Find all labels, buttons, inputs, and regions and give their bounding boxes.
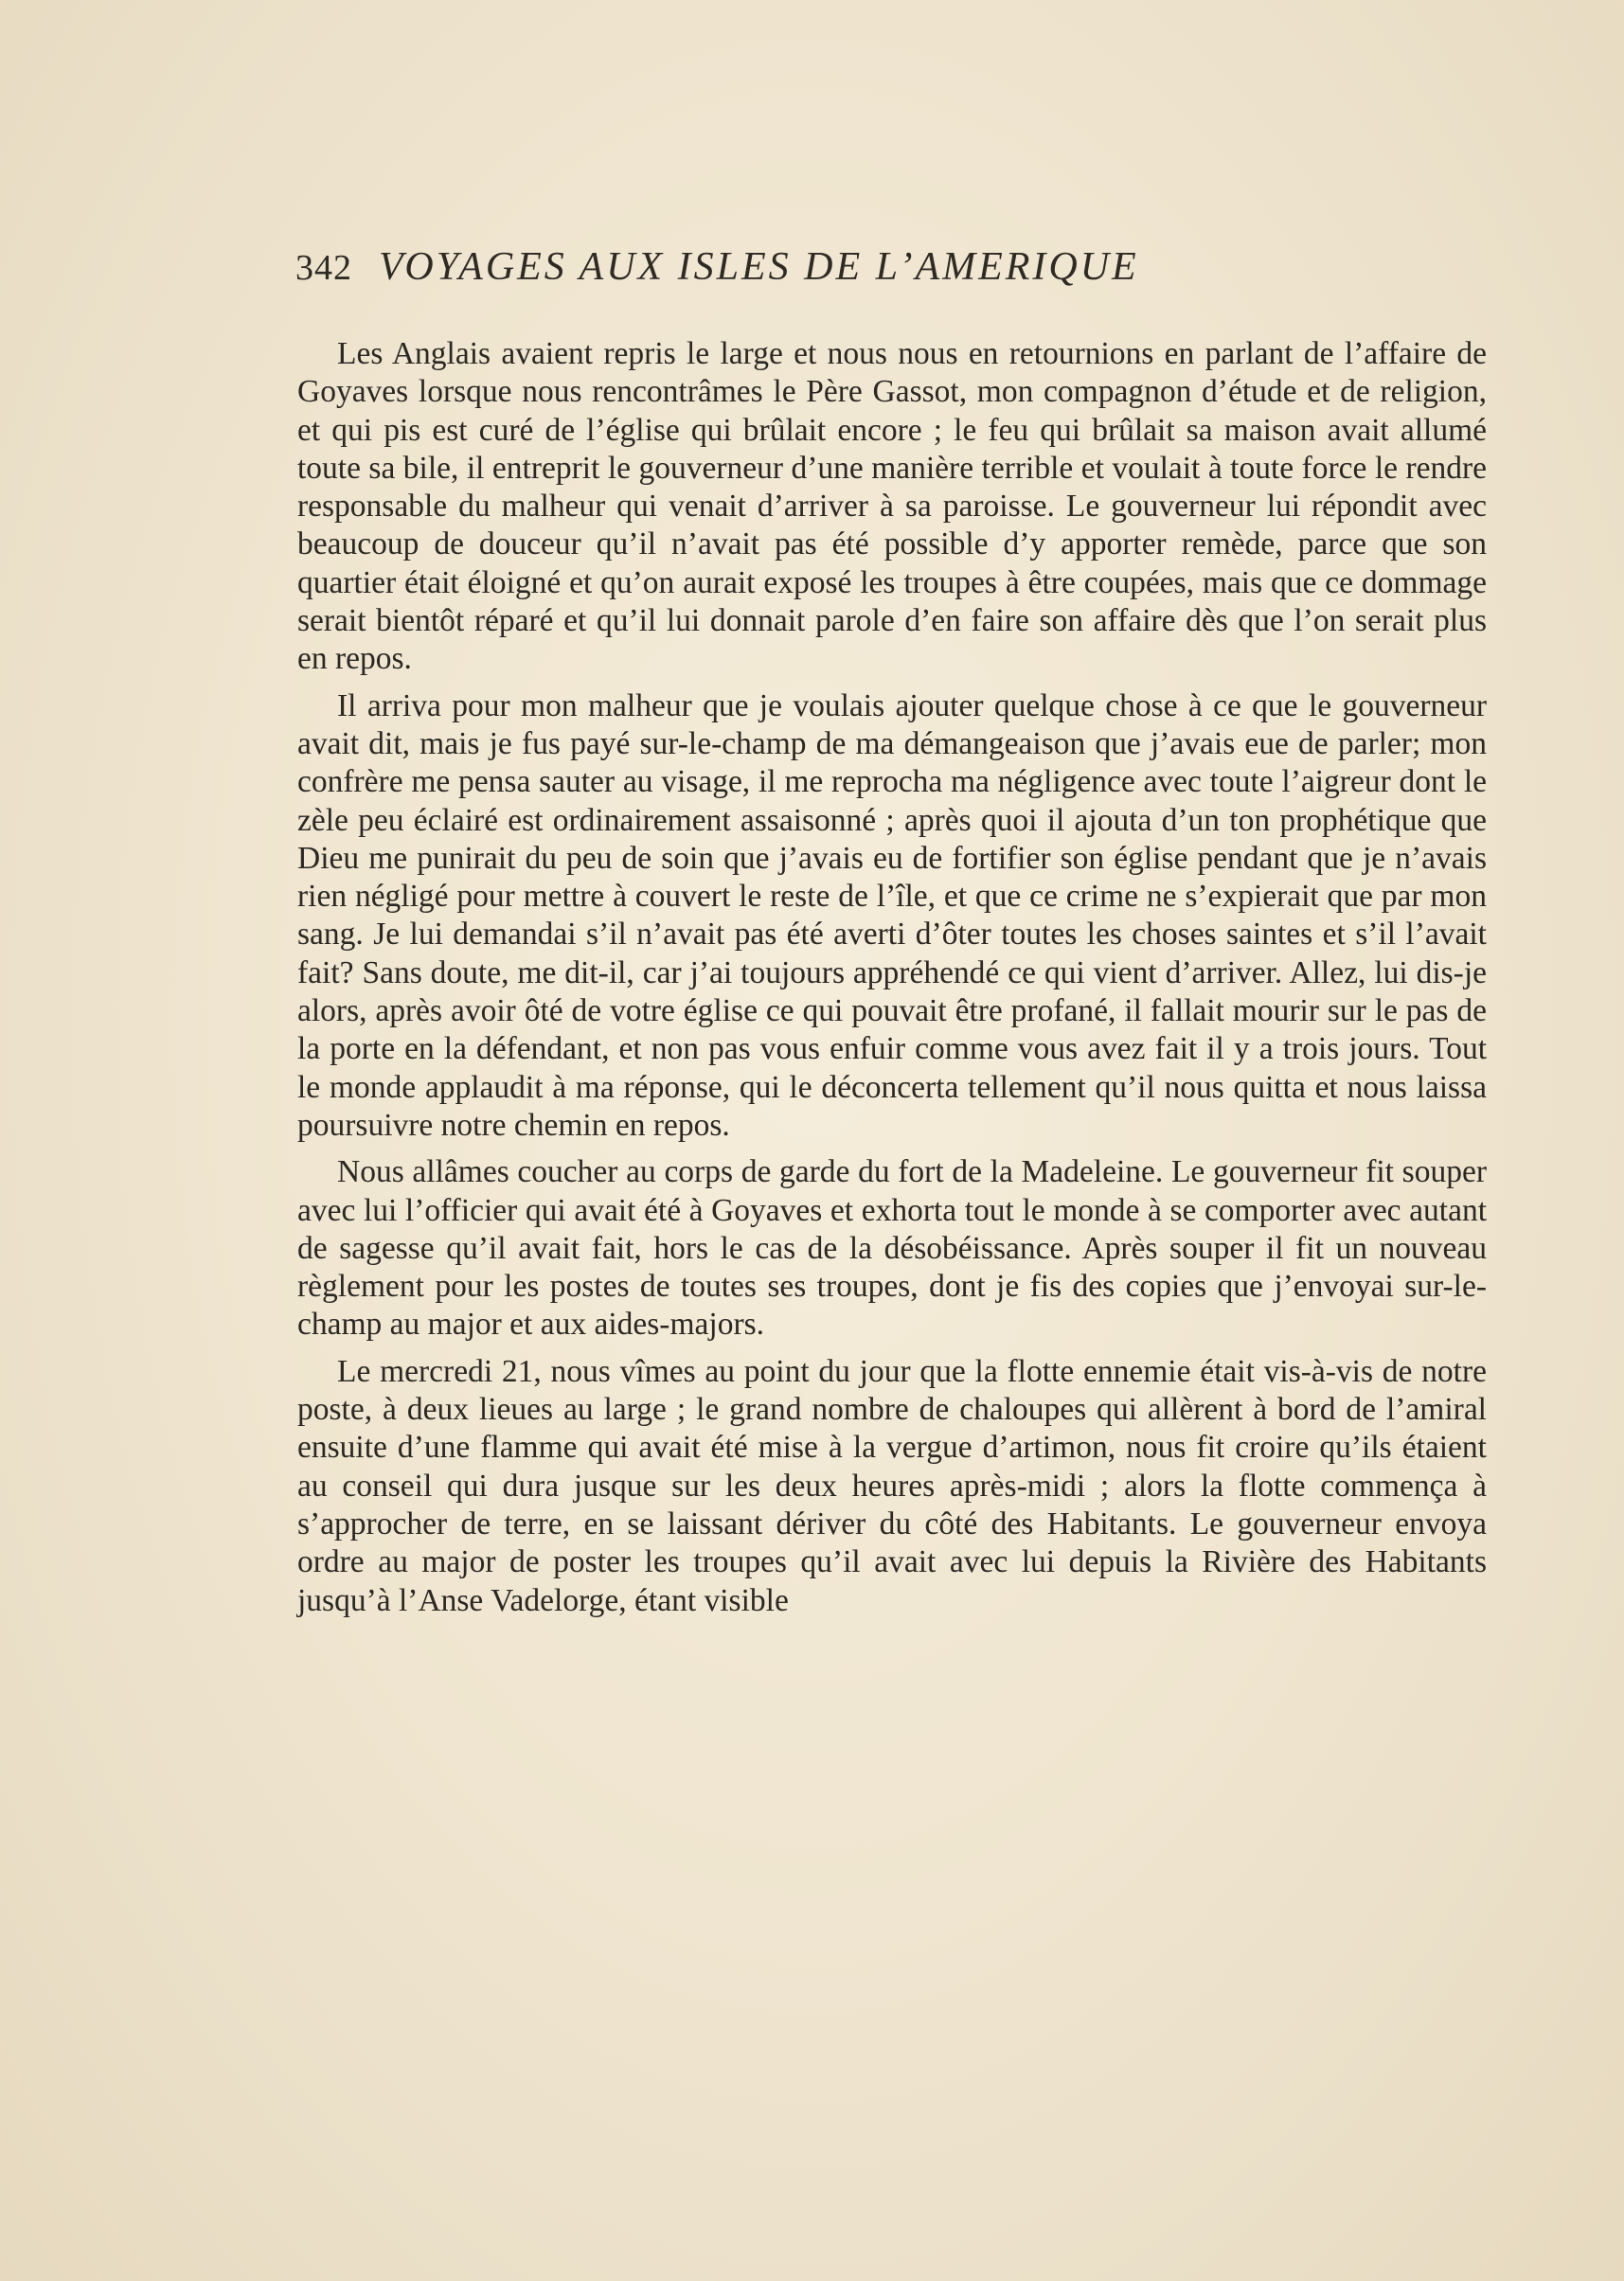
paragraph: Il arriva pour mon malheur que je voulais ajouter quelque chose à ce que le gouverneur avait dit, mais je fus payé sur-le-champ de ma démangeaison que j’avais eue de parler; mon confrère me pensa sauter au visage, il me reprocha ma négligence avec toute l’aigreur dont le zèle peu éclairé est ordinairement assaisonné ; après quoi il ajouta d’un ton prophétique que Dieu me punirait du peu de soin que j’avais eu de fortifier son église pendant que je n’avais rien négligé pour mettre à couvert le reste de l’île, et que ce crime ne s’expierait que par mon sang. Je lui demandai s’il n’avait pas été averti d’ôter toutes les choses saintes et s’il l’avait fait? Sans doute, me dit-il, car j’ai toujours appréhendé ce qui vient d’arriver. Allez, lui dis-je alors, après avoir ôté de votre église ce qui pouvait être profané, il fallait mourir sur le pas de la porte en la défendant, et non pas vous enfuir comme vous avez fait il y a trois jours. Tout le monde applaudit à ma réponse, qui le déconcerta tellement qu’il nous quitta et nous laissa poursuivre notre chemin en repos. bbox=[297, 687, 1487, 1143]
page-number: 342 bbox=[295, 248, 352, 288]
book-title: VOYAGES AUX ISLES DE L’AMERIQUE bbox=[379, 245, 1139, 289]
paragraph: Le mercredi 21, nous vîmes au point du jour que la flotte ennemie était vis-à-vis de notre poste, à deux lieues au large ; le grand nombre de chaloupes qui allèrent à bord de l’amiral ensuite d’une flamme qui avait été mise à la vergue d’artimon, nous fit croire qu’ils étaient au conseil qui dura jusque sur les deux heures après-midi ; alors la flotte commença à s’approcher de terre, en se laissant dériver du côté des Habitants. Le gouverneur envoya ordre au major de poster les troupes qu’il avait avec lui depuis la Rivière des Habitants jusqu’à l’Anse Vadelorge, étant visible bbox=[297, 1353, 1487, 1618]
running-head bbox=[295, 244, 1394, 301]
paragraph: Nous allâmes coucher au corps de garde du fort de la Madeleine. Le gouverneur fit souper avec lui l’officier qui avait été à Goyaves et exhorta tout le monde à se comporter avec autant de sagesse qu’il avait fait, hors le cas de la désobéissance. Après souper il fit un nouveau règlement pour les postes de toutes ses troupes, dont je fis des copies que j’envoyai sur-le-champ au major et aux aides-majors. bbox=[297, 1154, 1487, 1343]
paragraph: Les Anglais avaient repris le large et nous nous en retournions en parlant de l’affaire de Goyaves lorsque nous rencontrâmes le Père Gassot, mon compagnon d’étude et de religion, et qui pis est curé de l’église qui brûlait encore ; le feu qui brûlait sa maison avait allumé toute sa bile, il entreprit le gouverneur d’une manière terrible et voulait à toute force le rendre responsable du malheur qui venait d’arriver à sa paroisse. Le gouverneur lui répondit avec beaucoup de douceur qu’il n’avait pas été possible d’y apporter remède, parce que son quartier était éloigné et qu’on aurait exposé les troupes à être coupées, mais que ce dommage serait bientôt réparé et qu’il lui donnait parole d’en faire son affaire dès que l’on serait plus en repos. bbox=[297, 336, 1487, 677]
body-text bbox=[297, 335, 1487, 1629]
